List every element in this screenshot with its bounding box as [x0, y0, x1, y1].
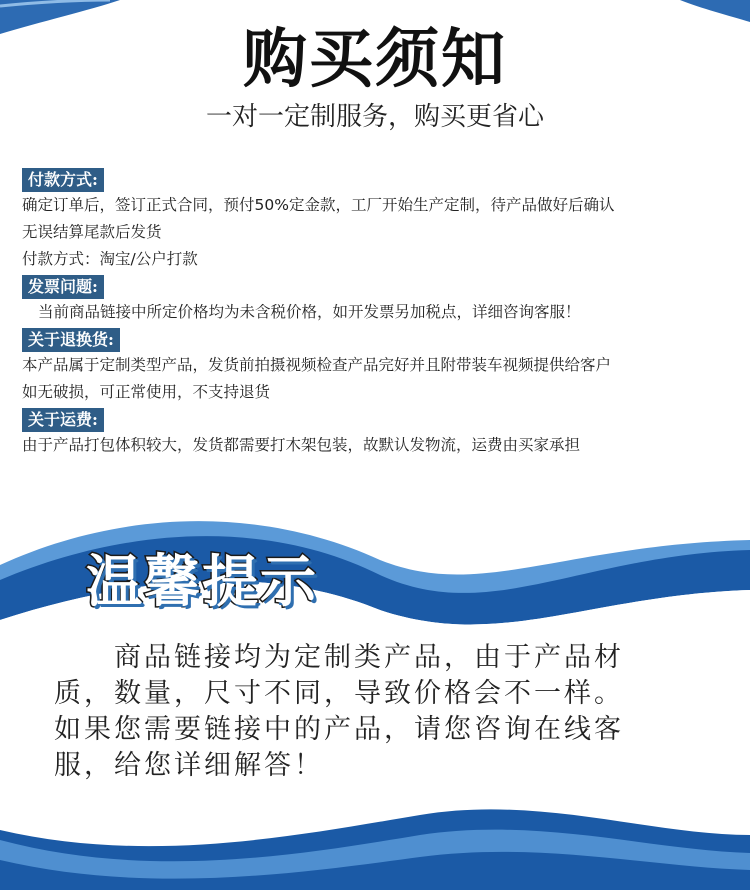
tips-text: 服，给您详细解答！ [54, 750, 324, 781]
section-label: 付款方式: [22, 168, 104, 192]
section-invoice [22, 273, 732, 326]
tips-body [54, 640, 714, 784]
tips-text: 如果您需要链接中的产品，请您咨询在线客 [54, 714, 624, 745]
purchase-notice [22, 166, 732, 459]
tips-title: 温馨提示 [86, 550, 318, 615]
section-text: 本产品属于定制类型产品，发货前拍摄视频检查产品完好并且附带装车视频提供给客户 [22, 356, 612, 374]
section-label: 关于运费: [22, 408, 104, 432]
section-returns [22, 326, 732, 406]
section-payment [22, 166, 732, 273]
section-text: 无误结算尾款后发货 [22, 223, 162, 241]
section-text: 确定订单后，签订正式合同，预付50%定金款，工厂开始生产定制，待产品做好后确认 [22, 196, 615, 214]
tips-text: 质，数量，尺寸不同，导致价格会不一样。 [54, 678, 624, 709]
section-text: 如无破损，可正常使用，不支持退货 [22, 383, 271, 401]
page-subtitle: 一对一定制服务，购买更省心 [205, 102, 544, 132]
section-text: 当前商品链接中所定价格均为未含税价格，如开发票另加税点，详细咨询客服！ [38, 303, 581, 321]
section-shipping [22, 406, 732, 459]
tips-text: 商品链接均为定制类产品，由于产品材 [114, 642, 624, 673]
section-label: 发票问题: [22, 275, 104, 299]
section-text: 付款方式：淘宝/公户打款 [22, 250, 198, 268]
section-label: 关于退换货: [22, 328, 120, 352]
section-text: 由于产品打包体积较大，发货都需要打木架包装，故默认发物流，运费由买家承担 [22, 436, 581, 454]
page-title: 购买须知 [243, 22, 507, 97]
